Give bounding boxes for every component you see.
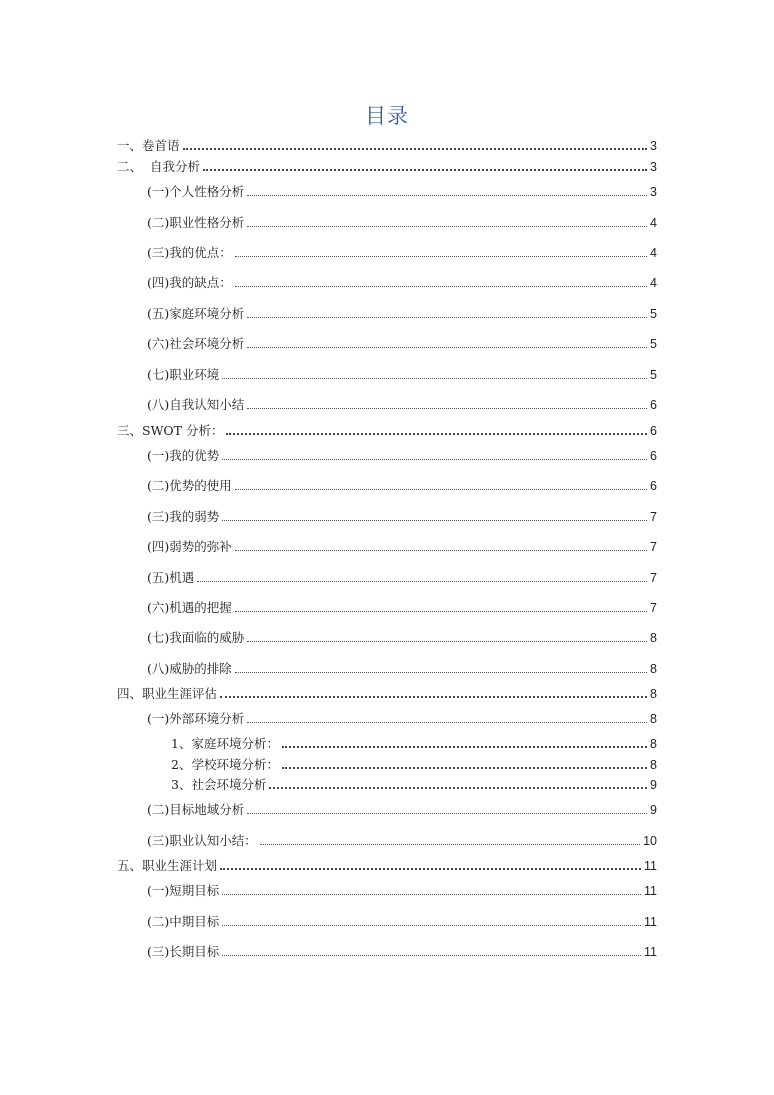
dot-leader <box>247 641 647 642</box>
toc-entry-label: (八)自我认知小结 <box>147 397 245 412</box>
dot-leader <box>247 408 647 409</box>
toc-entry-page: 7 <box>650 571 657 585</box>
dot-leader <box>222 894 641 895</box>
toc-entry-career-plan[interactable] <box>117 856 657 874</box>
toc-entry-label: 2、学校环境分析： <box>171 757 279 772</box>
toc-entry-my-disadvantages[interactable] <box>147 507 657 525</box>
toc-entry-page: 6 <box>650 449 657 463</box>
toc-entry-label: (一)我的优势 <box>147 448 220 463</box>
toc-entry-eliminate-threats[interactable] <box>147 659 657 677</box>
toc-entry-page: 7 <box>650 510 657 524</box>
toc-entry-page: 6 <box>650 424 657 438</box>
toc-entry-page: 7 <box>650 601 657 615</box>
toc-entry-career-environment[interactable] <box>147 365 657 383</box>
toc-entry-label: 四、职业生涯评估 <box>117 686 218 701</box>
toc-entry-label: (七)我面临的威胁 <box>147 630 245 645</box>
toc-entry-page: 8 <box>650 687 657 701</box>
dot-leader <box>235 672 647 673</box>
toc-entry-swot-analysis[interactable] <box>117 421 657 439</box>
toc-entry-page: 3 <box>650 160 657 174</box>
dot-leader <box>222 520 647 521</box>
dot-leader <box>235 550 647 551</box>
toc-entry-label: (五)家庭环境分析 <box>147 306 245 321</box>
toc-entry-external-environment[interactable] <box>147 709 657 727</box>
toc-entry-label: 3、社会环境分析 <box>171 777 267 792</box>
dot-leader <box>247 813 647 814</box>
toc-entry-threats[interactable] <box>147 628 657 646</box>
dot-leader <box>247 226 647 227</box>
toc-entry-label: (二)中期目标 <box>147 914 220 929</box>
toc-entry-label: 一、卷首语 <box>117 138 180 153</box>
toc-entry-label: (四)我的缺点： <box>147 275 232 290</box>
toc-entry-long-term-goal[interactable] <box>147 942 657 960</box>
toc-entry-page: 8 <box>650 712 657 726</box>
dot-leader <box>203 169 647 171</box>
toc-entry-label: 二、 自我分析 <box>117 159 200 174</box>
toc-entry-label: 五、职业生涯计划 <box>117 858 218 873</box>
toc-entry-my-strengths[interactable] <box>147 243 657 261</box>
toc-entry-school-environment-analysis[interactable] <box>171 755 657 773</box>
toc-entry-page: 11 <box>644 884 657 898</box>
toc-entry-label: (一)外部环境分析 <box>147 711 245 726</box>
toc-entry-self-analysis[interactable] <box>117 157 657 175</box>
toc-entry-page: 5 <box>650 337 657 351</box>
toc-entry-page: 7 <box>650 540 657 554</box>
toc-entry-page: 4 <box>650 216 657 230</box>
toc-entry-label: (七)职业环境 <box>147 367 220 382</box>
toc-entry-page: 11 <box>644 915 657 929</box>
dot-leader <box>247 722 647 723</box>
toc-entry-page: 8 <box>650 737 657 751</box>
toc-entry-label: (二)优势的使用 <box>147 478 232 493</box>
toc-entry-use-of-advantages[interactable] <box>147 476 657 494</box>
toc-entry-label: (二)目标地域分析 <box>147 802 245 817</box>
dot-leader <box>226 433 647 435</box>
toc-entry-remedy-disadvantages[interactable] <box>147 537 657 555</box>
toc-entry-page: 4 <box>650 246 657 260</box>
toc-entry-label: (八)威胁的排除 <box>147 661 232 676</box>
toc-entry-page: 9 <box>650 803 657 817</box>
toc-entry-label: (一)短期目标 <box>147 883 220 898</box>
toc-entry-family-environment[interactable] <box>147 304 657 322</box>
toc-entry-self-cognition-summary[interactable] <box>147 395 657 413</box>
toc-entry-page: 6 <box>650 398 657 412</box>
toc-entry-page: 8 <box>650 662 657 676</box>
toc-entry-label: (一)个人性格分析 <box>147 184 245 199</box>
toc-entry-label: 1、家庭环境分析： <box>171 736 279 751</box>
dot-leader <box>269 787 647 789</box>
toc-entry-career-cognition-summary[interactable] <box>147 831 657 849</box>
toc-entry-label: (四)弱势的弥补 <box>147 539 232 554</box>
toc-entry-page: 10 <box>643 834 657 848</box>
toc-entry-page: 3 <box>650 185 657 199</box>
dot-leader <box>220 868 641 870</box>
dot-leader <box>222 925 641 926</box>
dot-leader <box>220 696 647 698</box>
toc-entry-page: 3 <box>650 139 657 153</box>
toc-entry-career-personality[interactable] <box>147 213 657 231</box>
toc-entry-label: (二)职业性格分析 <box>147 215 245 230</box>
page-title: 目录 <box>365 104 409 128</box>
toc-entry-label: (六)机遇的把握 <box>147 600 232 615</box>
toc-entry-page: 6 <box>650 479 657 493</box>
dot-leader <box>282 767 647 769</box>
toc-entry-page: 5 <box>650 368 657 382</box>
toc-entry-personality-analysis[interactable] <box>147 182 657 200</box>
dot-leader <box>183 148 648 150</box>
toc-entry-opportunities[interactable] <box>147 568 657 586</box>
dot-leader <box>235 286 647 287</box>
dot-leader <box>197 581 647 582</box>
toc-entry-page: 11 <box>644 945 657 959</box>
toc-entry-career-assessment[interactable] <box>117 684 657 702</box>
toc-entry-label: (三)职业认知小结： <box>147 833 257 848</box>
dot-leader <box>260 844 640 845</box>
toc-entry-social-environment[interactable] <box>147 334 657 352</box>
dot-leader <box>247 195 647 196</box>
toc-entry-page: 8 <box>650 758 657 772</box>
toc-entry-my-advantages[interactable] <box>147 446 657 464</box>
toc-entry-label: (三)我的弱势 <box>147 509 220 524</box>
toc-entry-target-region[interactable] <box>147 800 657 818</box>
toc-entry-label: (六)社会环境分析 <box>147 336 245 351</box>
toc-entry-page: 11 <box>644 859 657 873</box>
dot-leader <box>235 611 647 612</box>
toc-entry-page: 5 <box>650 307 657 321</box>
dot-leader <box>235 256 647 257</box>
dot-leader <box>222 459 647 460</box>
toc-entry-label: (五)机遇 <box>147 570 195 585</box>
dot-leader <box>235 489 647 490</box>
toc-entry-label: 三、SWOT 分析： <box>117 423 224 438</box>
toc-entry-social-environment-analysis[interactable] <box>171 775 657 793</box>
toc-entry-page: 9 <box>650 778 657 792</box>
toc-entry-label: (三)长期目标 <box>147 944 220 959</box>
toc-entry-my-weaknesses[interactable] <box>147 273 657 291</box>
toc-entry-seize-opportunities[interactable] <box>147 598 657 616</box>
dot-leader <box>222 378 647 379</box>
dot-leader <box>222 955 641 956</box>
dot-leader <box>247 317 647 318</box>
toc-entry-short-term-goal[interactable] <box>147 881 657 899</box>
toc-entry-medium-term-goal[interactable] <box>147 912 657 930</box>
toc-entry-preface[interactable] <box>117 136 657 154</box>
dot-leader <box>247 347 647 348</box>
toc-entry-page: 8 <box>650 631 657 645</box>
toc-entry-page: 4 <box>650 276 657 290</box>
toc-entry-label: (三)我的优点： <box>147 245 232 260</box>
toc-entry-family-environment-analysis[interactable] <box>171 734 657 752</box>
dot-leader <box>282 746 647 748</box>
